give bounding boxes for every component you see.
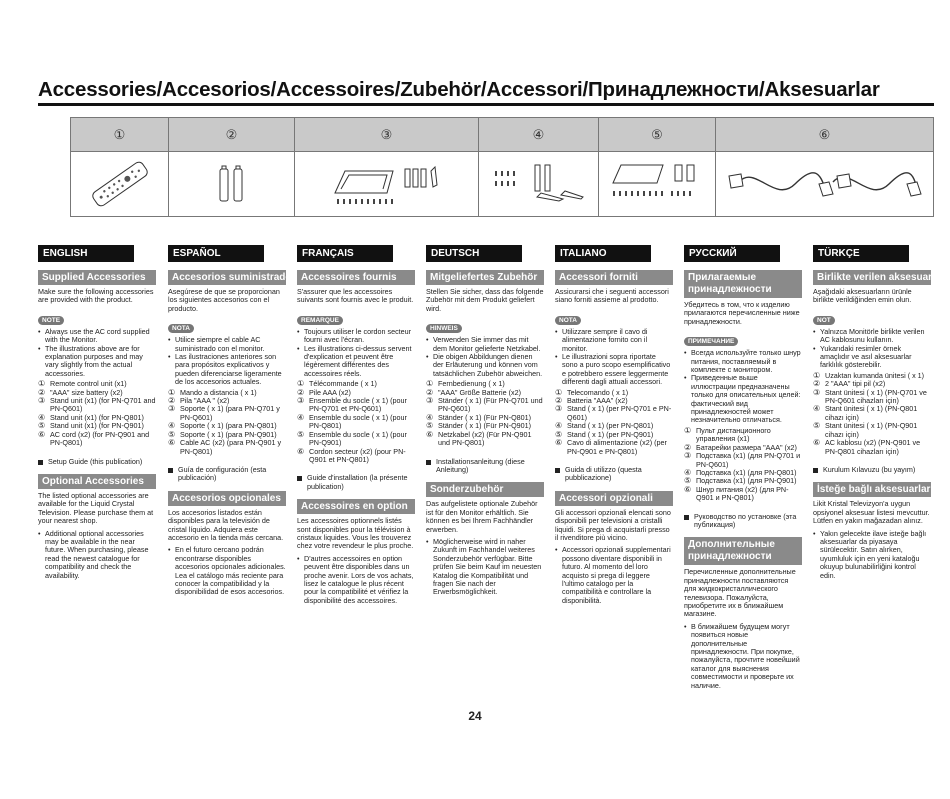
optional-note-item: • D'autres accessoires en option peuvent être disponibles dans un proche avenir. Lors de vos achats, lisez le catalogue le plus récent pour la compatibilité et vérifiez la disponibilité des accessoires. bbox=[297, 555, 415, 605]
supplied-intro: Aşağıdaki aksesuarların ürünle birlikte verildiğinden emin olun. bbox=[813, 287, 912, 305]
setup-guide-item: Guía de configuración (esta publicación) bbox=[168, 466, 286, 483]
supplied-accessories-heading: Mitgeliefertes Zubehör bbox=[426, 270, 544, 285]
language-heading: ENGLISH bbox=[38, 245, 134, 262]
accessory-list bbox=[297, 380, 415, 464]
item-number: ③ bbox=[684, 451, 692, 461]
language-column-english bbox=[38, 245, 156, 582]
optional-accessories-heading: Sonderzubehör bbox=[426, 482, 544, 497]
item-number: ② bbox=[297, 387, 305, 397]
notes-list bbox=[38, 328, 156, 378]
optional-accessories-heading: Optional Accessories bbox=[38, 474, 156, 489]
item-text: Uzaktan kumanda ünitesi ( x 1) bbox=[825, 370, 925, 380]
item-text: Stand ( x 1) (per PN-Q701 e PN-Q601) bbox=[567, 404, 672, 422]
stand-q801-illustration bbox=[479, 152, 599, 216]
optional-accessories-heading: Accessoires en option bbox=[297, 499, 415, 514]
language-heading: ESPAÑOL bbox=[168, 245, 264, 262]
accessory-item bbox=[813, 389, 931, 406]
supplied-accessories-heading: Accesorios suministrados bbox=[168, 270, 286, 285]
accessory-list bbox=[813, 372, 931, 456]
item-number: ④ bbox=[684, 467, 692, 477]
accessory-item bbox=[297, 414, 415, 431]
note-badge: NOTE bbox=[38, 316, 64, 325]
accessory-item bbox=[684, 427, 802, 444]
note-item: • Всегда используйте только шнур питания, поставляемый в комплекте с монитором. bbox=[684, 349, 802, 374]
accessory-list bbox=[555, 389, 673, 456]
item-number: ② bbox=[684, 442, 692, 452]
note-badge: ПРИМЕЧАНИЕ bbox=[684, 337, 738, 346]
note-item: • Utilizzare sempre il cavo di alimentazione fornito con il monitor. bbox=[555, 328, 673, 353]
item-number: ② bbox=[426, 387, 434, 397]
item-number: ③ bbox=[426, 396, 434, 406]
accessory-item bbox=[38, 397, 156, 414]
notes-list bbox=[555, 328, 673, 387]
item-text: Stant ünitesi ( x 1) (PN-Q701 ve PN-Q601 cihazları için) bbox=[825, 387, 927, 406]
item-number: ① bbox=[684, 425, 692, 435]
optional-note-item: • Accessori opzionali supplementari possono diventare disponibili in futuro. Al momento del loro acquisto si prega di leggere l'ultimo catalogo per la compatibilità e controllare la disponibilità. bbox=[555, 546, 673, 605]
item-text: Soporte ( x 1) (para PN-Q801) bbox=[180, 421, 277, 431]
item-number: ④ bbox=[426, 412, 434, 422]
accessories-table bbox=[70, 117, 934, 217]
accessory-list bbox=[168, 389, 286, 456]
item-number: ③ bbox=[297, 396, 305, 406]
optional-accessories-heading: Accessori opzionali bbox=[555, 491, 673, 506]
item-number: ⑤ bbox=[813, 421, 821, 431]
header-cell-4: ④ bbox=[479, 118, 599, 151]
notes-list bbox=[297, 328, 415, 378]
language-heading: TÜRKÇE bbox=[813, 245, 909, 262]
optional-note-item: • В ближайшем будущем могут появиться новые дополнительные принадлежности. При покупке, пожалуйста, прочтите новейший каталог для выяснения совместимости и проверьте их наличие. bbox=[684, 623, 802, 690]
item-number: ① bbox=[168, 387, 176, 397]
setup-guide-item: Руководство по установке (эта публикация) bbox=[684, 513, 802, 530]
item-text: Stand ( x 1) (per PN-Q801) bbox=[567, 421, 654, 431]
accessory-item bbox=[555, 405, 673, 422]
optional-intro: The listed optional accessories are available for the Liquid Crystal Television. Please purchase them at your nearest shop. bbox=[38, 490, 154, 526]
setup-guide-item: Installationsanleitung (diese Anleitung) bbox=[426, 458, 544, 475]
item-text: Stand unit (x1) (for PN-Q801) bbox=[50, 412, 144, 422]
accessory-item bbox=[38, 431, 156, 448]
header-cell-2: ② bbox=[169, 118, 295, 151]
stand-q901-illustration bbox=[599, 152, 716, 216]
accessory-item bbox=[813, 405, 931, 422]
optional-accessories-heading: İsteğe bağlı aksesuarlar bbox=[813, 482, 931, 497]
item-number: ⑥ bbox=[38, 429, 46, 439]
optional-note-item: • Möglicherweise wird in naher Zukunft im Fachhandel weiteres Sonderzubehör verfügbar. Bitte prüfen Sie beim Kauf im neuesten Katalog die Kompatibilität und fragen Sie nach der Erwerbsmöglichkeit. bbox=[426, 538, 544, 597]
remote-control-illustration bbox=[71, 152, 169, 216]
item-number: ⑤ bbox=[555, 429, 563, 439]
item-text: Telecomando ( x 1) bbox=[567, 387, 629, 397]
note-item: • The illustrations above are for explanation purposes and may vary slightly from the actual accessories. bbox=[38, 345, 156, 379]
item-number: ② bbox=[38, 387, 46, 397]
accessories-table-header bbox=[71, 118, 933, 152]
note-badge: NOT bbox=[813, 316, 835, 325]
item-number: ⑥ bbox=[813, 438, 821, 448]
optional-intro: Перечисленные дополнительные принадлежности поставляются для жидкокристаллического телевизора. Пожалуйста, приобретите их в ближайшем магазине. bbox=[684, 567, 796, 619]
item-number: ⑤ bbox=[684, 476, 692, 486]
optional-note-item: • Yakın gelecekte ilave isteğe bağlı aksesuarlar da piyasaya sürülecektir. Satın alırken, uyumluluk için en yeni kataloğu okuyup bulunabilirliğini kontrol edin. bbox=[813, 530, 931, 580]
item-number: ② bbox=[813, 379, 821, 389]
item-text: Ensemble du socle ( x 1) (pour PN-Q701 et PN-Q601) bbox=[309, 396, 407, 414]
item-number: ⑥ bbox=[168, 438, 176, 448]
item-text: Пульт дистанционного управления (x1) bbox=[696, 425, 771, 444]
supplied-intro: S'assurer que les accessoires suivants sont fournis avec le produit. bbox=[297, 287, 414, 305]
supplied-accessories-heading: Birlikte verilen aksesuarlar bbox=[813, 270, 931, 285]
item-number: ③ bbox=[813, 387, 821, 397]
stand-q701-illustration bbox=[295, 152, 479, 216]
item-text: Soporte ( x 1) (para PN-Q901) bbox=[180, 429, 277, 439]
accessory-item bbox=[168, 439, 286, 456]
accessory-item bbox=[426, 397, 544, 414]
notes-list bbox=[168, 336, 286, 386]
item-text: Pila "AAA " (x2) bbox=[180, 396, 230, 406]
item-text: Подставка (x1) (для PN-Q901) bbox=[696, 476, 797, 486]
optional-intro: Los accesorios listados están disponibles para la televisión de cristal líquido. Adquiera este accesorio en la tienda más cercana. bbox=[168, 507, 284, 542]
note-badge: NOTA bbox=[555, 316, 581, 325]
item-text: Подставка (x1) (для PN-Q801) bbox=[696, 467, 797, 477]
item-number: ⑤ bbox=[168, 429, 176, 439]
note-item: • Yalnızca Monitörle birlikte verilen AC kablosunu kullanın. bbox=[813, 328, 931, 345]
accessory-item bbox=[426, 431, 544, 448]
item-text: Cable AC (x2) (para PN-Q901 y PN-Q801) bbox=[180, 438, 282, 456]
item-number: ① bbox=[813, 370, 821, 380]
item-text: Stand unit (x1) (for PN-Q701 and PN-Q601) bbox=[50, 396, 156, 414]
item-text: Ständer ( x 1) (Für PN-Q801) bbox=[438, 412, 532, 422]
language-heading: ITALIANO bbox=[555, 245, 651, 262]
item-number: ③ bbox=[555, 404, 563, 414]
accessory-list bbox=[426, 380, 544, 447]
item-number: ⑥ bbox=[555, 438, 563, 448]
accessory-item bbox=[297, 448, 415, 465]
supplied-intro: Assicurarsi che i seguenti accessori siano forniti assieme al prodotto. bbox=[555, 287, 669, 305]
optional-notes-list bbox=[426, 538, 544, 597]
item-text: Mando a distancia ( x 1) bbox=[180, 387, 257, 397]
item-text: Stand ( x 1) (per PN-Q901) bbox=[567, 429, 654, 439]
item-number: ⑤ bbox=[426, 421, 434, 431]
optional-notes-list bbox=[684, 623, 802, 690]
accessory-item bbox=[813, 439, 931, 456]
item-text: Ensemble du socle ( x 1) (pour PN-Q801) bbox=[309, 412, 407, 431]
item-text: Stant ünitesi ( x 1) (PN-Q801 cihazı için) bbox=[825, 404, 918, 422]
accessory-item bbox=[297, 431, 415, 448]
notes-list bbox=[426, 336, 544, 378]
accessory-item bbox=[168, 405, 286, 422]
item-text: Cavo di alimentazione (x2) (per PN-Q901 e PN-Q801) bbox=[567, 438, 667, 456]
note-badge: REMARQUE bbox=[297, 316, 343, 325]
ac-cord-illustration bbox=[716, 152, 933, 216]
note-item: • Verwenden Sie immer das mit dem Monitor gelieferte Netzkabel. bbox=[426, 336, 544, 353]
item-number: ⑥ bbox=[684, 484, 692, 494]
note-item: • Le illustrazioni sopra riportate sono a puro scopo esemplificativo e potrebbero essere leggermente differenti dagli attuali accessori. bbox=[555, 353, 673, 387]
supplied-accessories-heading: Accessoires fournis bbox=[297, 270, 415, 285]
optional-notes-list bbox=[813, 530, 931, 580]
item-text: Ensemble du socle ( x 1) (pour PN-Q901) bbox=[309, 429, 407, 448]
item-number: ② bbox=[555, 396, 563, 406]
setup-guide-item: Guida di utilizzo (questa pubblicazione) bbox=[555, 466, 673, 483]
item-text: Télécommande ( x 1) bbox=[309, 379, 377, 389]
item-number: ② bbox=[168, 396, 176, 406]
supplied-intro: Asegúrese de que se proporcionan los siguientes accesorios con el producto. bbox=[168, 287, 280, 313]
optional-intro: Likit Kristal Televizyon'a uygun opsiyonel aksesuar listesi mevcuttur. Lütfen en yakın mağazadan alınız. bbox=[813, 499, 930, 526]
item-text: Remote control unit (x1) bbox=[50, 379, 127, 389]
accessory-list bbox=[38, 380, 156, 447]
item-number: ④ bbox=[813, 404, 821, 414]
accessory-item bbox=[555, 439, 673, 456]
accessory-item bbox=[297, 397, 415, 414]
header-cell-6: ⑥ bbox=[818, 126, 831, 142]
item-text: Pile AAA (x2) bbox=[309, 387, 351, 397]
language-column-french bbox=[297, 245, 415, 607]
notes-list bbox=[813, 328, 931, 370]
item-number: ⑤ bbox=[38, 421, 46, 431]
item-text: Netzkabel (x2) (Für PN-Q901 und PN-Q801) bbox=[438, 429, 532, 448]
item-text: Батарейки размера "AAA" (x2) bbox=[696, 442, 797, 452]
item-text: Cordon secteur (x2) (pour PN-Q901 et PN-Q801) bbox=[309, 446, 406, 464]
note-item: • Die obigen Abbildungen dienen der Erläuterung und können vom tatsächlichen Zubehör abweichen. bbox=[426, 353, 544, 378]
optional-notes-list bbox=[38, 530, 156, 580]
language-column-italian bbox=[555, 245, 673, 607]
note-item: • Utilice siempre el cable AC suministrado con el monitor. bbox=[168, 336, 286, 353]
item-number: ⑥ bbox=[426, 429, 434, 439]
item-text: AC cord (x2) (for PN-Q901 and PN-Q801) bbox=[50, 429, 150, 448]
item-text: "AAA" Größe Batterie (x2) bbox=[438, 387, 521, 397]
page-title: Accessories/Accesorios/Accessoires/Zubehör/Accessori/Принадлежности/Aksesuarlar bbox=[38, 78, 880, 101]
note-item: • Always use the AC cord supplied with the Monitor. bbox=[38, 328, 156, 345]
item-text: Шнур питания (x2) (для PN-Q901 и PN-Q801) bbox=[696, 484, 789, 503]
item-number: ⑤ bbox=[297, 429, 305, 439]
language-heading: РУССКИЙ bbox=[684, 245, 780, 262]
accessory-item bbox=[684, 486, 802, 503]
item-text: Подставка (x1) (для PN-Q701 и PN-Q601) bbox=[696, 451, 801, 469]
item-number: ⑥ bbox=[297, 446, 305, 456]
language-heading: FRANÇAIS bbox=[297, 245, 393, 262]
optional-accessories-heading: Дополнительные принадлежности bbox=[684, 537, 802, 565]
accessory-list bbox=[684, 427, 802, 503]
supplied-accessories-heading: Accessori forniti bbox=[555, 270, 673, 285]
item-text: Fernbedienung ( x 1) bbox=[438, 379, 505, 389]
item-number: ④ bbox=[38, 412, 46, 422]
setup-guide-item: Setup Guide (this publication) bbox=[38, 458, 156, 466]
optional-note-item: • Additional optional accessories may be available in the near future. When purchasing, please read the newest catalogue for compatibility and check the availability. bbox=[38, 530, 156, 580]
note-badge: HINWEIS bbox=[426, 324, 462, 333]
supplied-intro: Убедитесь в том, что к изделию прилагаются перечисленные ниже принадлежности. bbox=[684, 300, 800, 326]
batteries-illustration bbox=[169, 152, 295, 216]
page-number: 24 bbox=[468, 709, 482, 723]
language-column-spanish bbox=[168, 245, 298, 599]
item-text: Ständer ( x 1) (Für PN-Q901) bbox=[438, 421, 532, 431]
note-item: • Yukarıdaki resimler örnek amaçlıdır ve asıl aksesuarlar farklılık gösterebilir. bbox=[813, 345, 931, 370]
optional-notes-list bbox=[168, 546, 286, 596]
language-column-turkish bbox=[813, 245, 945, 582]
item-number: ④ bbox=[297, 412, 305, 422]
language-column-russian bbox=[684, 245, 802, 692]
supplied-accessories-heading: Supplied Accessories bbox=[38, 270, 156, 285]
item-number: ④ bbox=[168, 421, 176, 431]
note-item: • Toujours utiliser le cordon secteur fourni avec l'écran. bbox=[297, 328, 415, 345]
item-number: ① bbox=[297, 379, 305, 389]
supplied-intro: Stellen Sie sicher, dass das folgende Zubehör mit dem Produkt geliefert wird. bbox=[426, 287, 544, 313]
language-column-german bbox=[426, 245, 544, 599]
optional-accessories-heading: Accesorios opcionales bbox=[168, 491, 286, 506]
optional-intro: Das aufgelistete optionale Zubehör ist für den Monitor erhältlich. Sie können es bei Ihrem Fachhändler erwerben. bbox=[426, 499, 538, 534]
optional-intro: Gli accessori opzionali elencati sono disponibili per televisioni a cristalli liquidi. Si prega di acquistarli presso il rivenditore più vicino. bbox=[555, 507, 671, 542]
item-text: AC kablosu (x2) (PN-Q901 ve PN-Q801 cihazları için) bbox=[825, 438, 921, 456]
note-item: • Приведенные выше иллюстрации предназначены только для описательных целей: фактический вид принадлежностей может незначительно отличаться. bbox=[684, 374, 802, 424]
title-rule bbox=[38, 103, 934, 106]
item-text: Ständer ( x 1) (Für PN-Q701 und PN-Q601) bbox=[438, 396, 543, 414]
header-cell-1: ① bbox=[71, 118, 169, 151]
optional-notes-list bbox=[555, 546, 673, 605]
item-number: ① bbox=[555, 387, 563, 397]
setup-guide-item: Kurulum Kılavuzu (bu yayım) bbox=[813, 466, 931, 474]
header-cell-3: ③ bbox=[295, 118, 479, 151]
accessory-item bbox=[684, 452, 802, 469]
item-text: Batteria "AAA" (x2) bbox=[567, 396, 628, 406]
item-text: Soporte ( x 1) (para PN-Q701 y PN-Q601) bbox=[180, 404, 280, 422]
note-item: • Les illustrations ci-dessus servent d'explication et peuvent être légèrement différentes des accessoires réels. bbox=[297, 345, 415, 379]
item-number: ① bbox=[38, 379, 46, 389]
header-cell-5: ⑤ bbox=[599, 118, 716, 151]
supplied-intro: Make sure the following accessories are provided with the product. bbox=[38, 287, 154, 305]
item-number: ③ bbox=[168, 404, 176, 414]
note-item: • Las ilustraciones anteriores son para propósitos explicativos y pueden diferenciarse ligeramente de los accesorios actuales. bbox=[168, 353, 286, 387]
accessories-table-images bbox=[71, 152, 933, 216]
optional-intro: Les accessoires optionnels listés sont disponibles pour la télévision à cristaux liquides. Vous les trouverez chez votre revendeur le plus proche. bbox=[297, 516, 414, 551]
item-text: 2 "AAA" tipi pil (x2) bbox=[825, 379, 886, 389]
item-text: Stand unit (x1) (for PN-Q901) bbox=[50, 421, 144, 431]
optional-notes-list bbox=[297, 555, 415, 605]
supplied-accessories-heading: Прилагаемые принадлежности bbox=[684, 270, 802, 298]
accessory-item bbox=[813, 422, 931, 439]
item-number: ④ bbox=[555, 421, 563, 431]
item-number: ③ bbox=[38, 396, 46, 406]
notes-list bbox=[684, 349, 802, 425]
language-heading: DEUTSCH bbox=[426, 245, 522, 262]
setup-guide-item: Guide d'installation (la présente publication) bbox=[297, 474, 415, 491]
item-text: "AAA" size battery (x2) bbox=[50, 387, 123, 397]
item-number: ① bbox=[426, 379, 434, 389]
note-badge: NOTA bbox=[168, 324, 194, 333]
optional-note-item: • En el futuro cercano podrán encontrarse disponibles accesorios opcionales adicionales. Lea el catálogo más reciente para conocer la compatibilidad y la disponibilidad de esos accesorios. bbox=[168, 546, 286, 596]
item-text: Stant ünitesi ( x 1) (PN-Q901 cihazı için) bbox=[825, 421, 918, 439]
